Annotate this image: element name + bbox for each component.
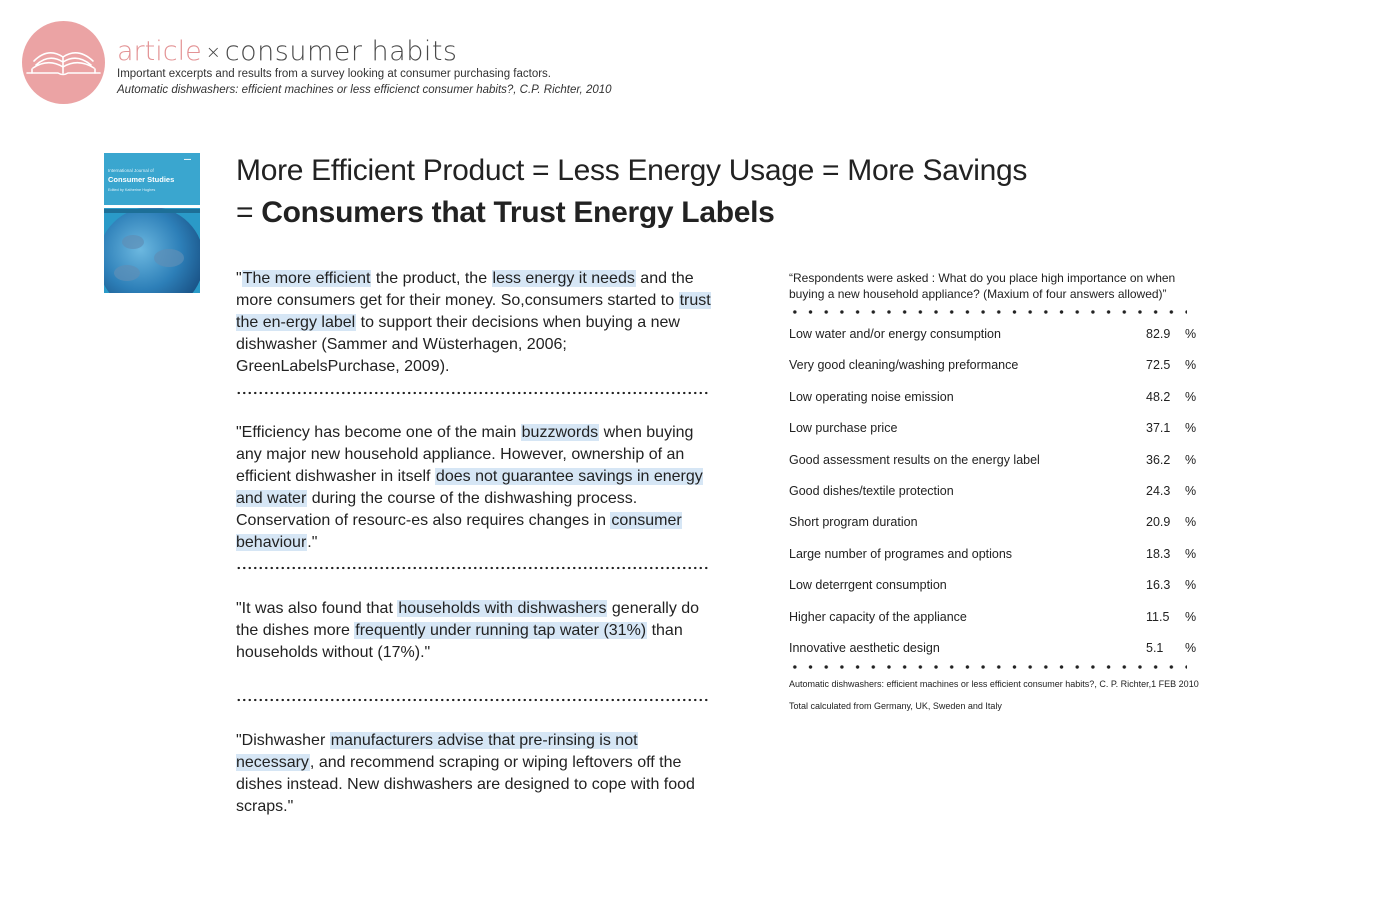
table-row [789,326,1199,357]
row-value: 5.1 [1146,640,1164,655]
table-row [789,357,1199,388]
header-citation: Automatic dishwashers: efficient machines or less efficienct consumer habits?, C.P. Richter, 2010 [117,84,612,96]
percent-sign: % [1185,546,1197,561]
row-label: Large number of programes and options [789,546,1013,561]
table-row [789,483,1199,514]
quote-3 [236,598,716,664]
quote-1 [236,268,716,378]
row-value: 37.1 [1146,421,1171,436]
separator-icon: × [205,42,221,63]
row-label: Low water and/or energy consumption [789,327,1001,341]
row-label: Very good cleaning/washing preformance [789,358,1019,373]
percent-sign: % [1185,452,1197,467]
quote-text: to support their decisions when buying a new dishwasher (Sammer and Wüsterhagen, 2006; GreenLabelsPurchase, 2009). [236,314,680,375]
logo-badge [22,21,105,104]
quote-text: "Efficiency has become one of the main [236,424,521,441]
quote-text: generally do the dishes more [236,600,700,639]
brand-accent: article [117,36,202,67]
main-heading [236,150,1027,234]
highlight: trust the en-ergy label [236,292,711,331]
survey-source: Automatic dishwashers: efficient machines or less efficient consumer habits?, C. P. Richter,1 FEB 2010 [789,679,1199,689]
table-row [789,420,1199,451]
percent-sign: % [1185,483,1197,498]
quote-text: during the course of the dishwashing process. Conservation of resourc-es also requires changes in [236,490,638,529]
quote-2 [236,422,716,554]
quote-4 [236,730,716,818]
quote-text: , and recommend scraping or wiping leftovers off the dishes instead. New dishwashers are designed to cope with food scraps." [236,754,695,815]
survey-note: Total calculated from Germany, UK, Sweden and Italy [789,701,1002,711]
table-row [789,609,1199,640]
open-book-icon [22,21,105,104]
quote-text: than households without (17%)." [236,622,683,661]
quote-text: the product, the [371,270,492,287]
row-value: 24.3 [1146,483,1171,498]
quote-text: "Dishwasher [236,732,330,749]
percent-sign: % [1185,609,1197,624]
survey-table [789,326,1199,671]
row-label: Low deterrgent consumption [789,578,947,593]
globe-icon [104,207,200,293]
brand-rest: consumer habits [224,36,458,67]
row-label: Innovative aesthetic design [789,640,940,655]
dotted-divider [787,309,1187,315]
highlight: The more efficient [242,270,371,287]
quote-text: ." [307,534,318,551]
header-title [117,37,458,70]
percent-sign: % [1185,358,1197,373]
highlight: buzzwords [521,424,599,441]
quote-text: when buying any major new household appliance. However, ownership of an efficient dishwasher in itself [236,424,694,485]
row-label: Good dishes/textile protection [789,483,954,498]
cover-journal-line: International Journal of [108,168,154,173]
cover-journal-title: Consumer Studies [108,175,175,184]
table-row [789,546,1199,577]
percent-sign: % [1185,515,1197,530]
highlight: does not guarantee savings in energy and water [236,468,703,507]
dotted-divider [236,698,708,702]
row-value: 20.9 [1146,515,1171,530]
row-value: 11.5 [1146,609,1170,624]
row-value: 16.3 [1146,578,1171,593]
highlight: manufacturers advise that pre-rinsing is not necessary [236,732,638,771]
table-row [789,577,1199,608]
row-label: Higher capacity of the appliance [789,609,967,624]
cover-badge: ▬▬ [184,157,191,161]
percent-sign: % [1185,389,1197,404]
table-row [789,514,1199,545]
dotted-divider [236,566,708,570]
row-value: 82.9 [1146,327,1171,341]
quote-text: "It was also found that [236,600,398,617]
highlight: frequently under running tap water (31%) [355,622,647,639]
row-value: 18.3 [1146,546,1171,561]
table-row [789,452,1199,483]
dotted-divider [236,391,708,395]
quote-text: " [236,270,242,287]
percent-sign: % [1185,327,1197,341]
heading-line-2 [236,192,1027,234]
heading-prefix: = [236,196,262,229]
header-subtitle: Important excerpts and results from a survey looking at consumer purchasing factors. [117,68,552,80]
row-value: 48.2 [1146,389,1171,404]
heading-bold: Consumers that Trust Energy Labels [261,196,775,229]
row-value: 36.2 [1146,452,1171,467]
heading-line-1: More Efficient Product = Less Energy Usage = More Savings [236,154,1028,187]
row-label: Short program duration [789,515,918,530]
highlight: less energy it needs [492,270,635,287]
row-label: Good assessment results on the energy label [789,452,1040,467]
quote-text: and the more consumers get for their money. So,consumers started to [236,270,694,309]
highlight: consumer behaviour [236,512,682,551]
cover-editor: Edited by Katherine Hughes [108,188,156,192]
survey-question: “Respondents were asked : What do you place high importance on when buying a new household appliance? (Maxium of four answers allowed)” [789,271,1176,301]
row-label: Low operating noise emission [789,389,954,404]
percent-sign: % [1185,421,1197,436]
journal-cover-image [104,153,200,293]
percent-sign: % [1185,640,1197,655]
row-label: Low purchase price [789,421,898,436]
percent-sign: % [1185,578,1197,593]
dotted-divider [787,664,1187,670]
table-row [789,389,1199,420]
highlight: households with dishwashers [398,600,607,617]
row-value: 72.5 [1146,358,1171,373]
